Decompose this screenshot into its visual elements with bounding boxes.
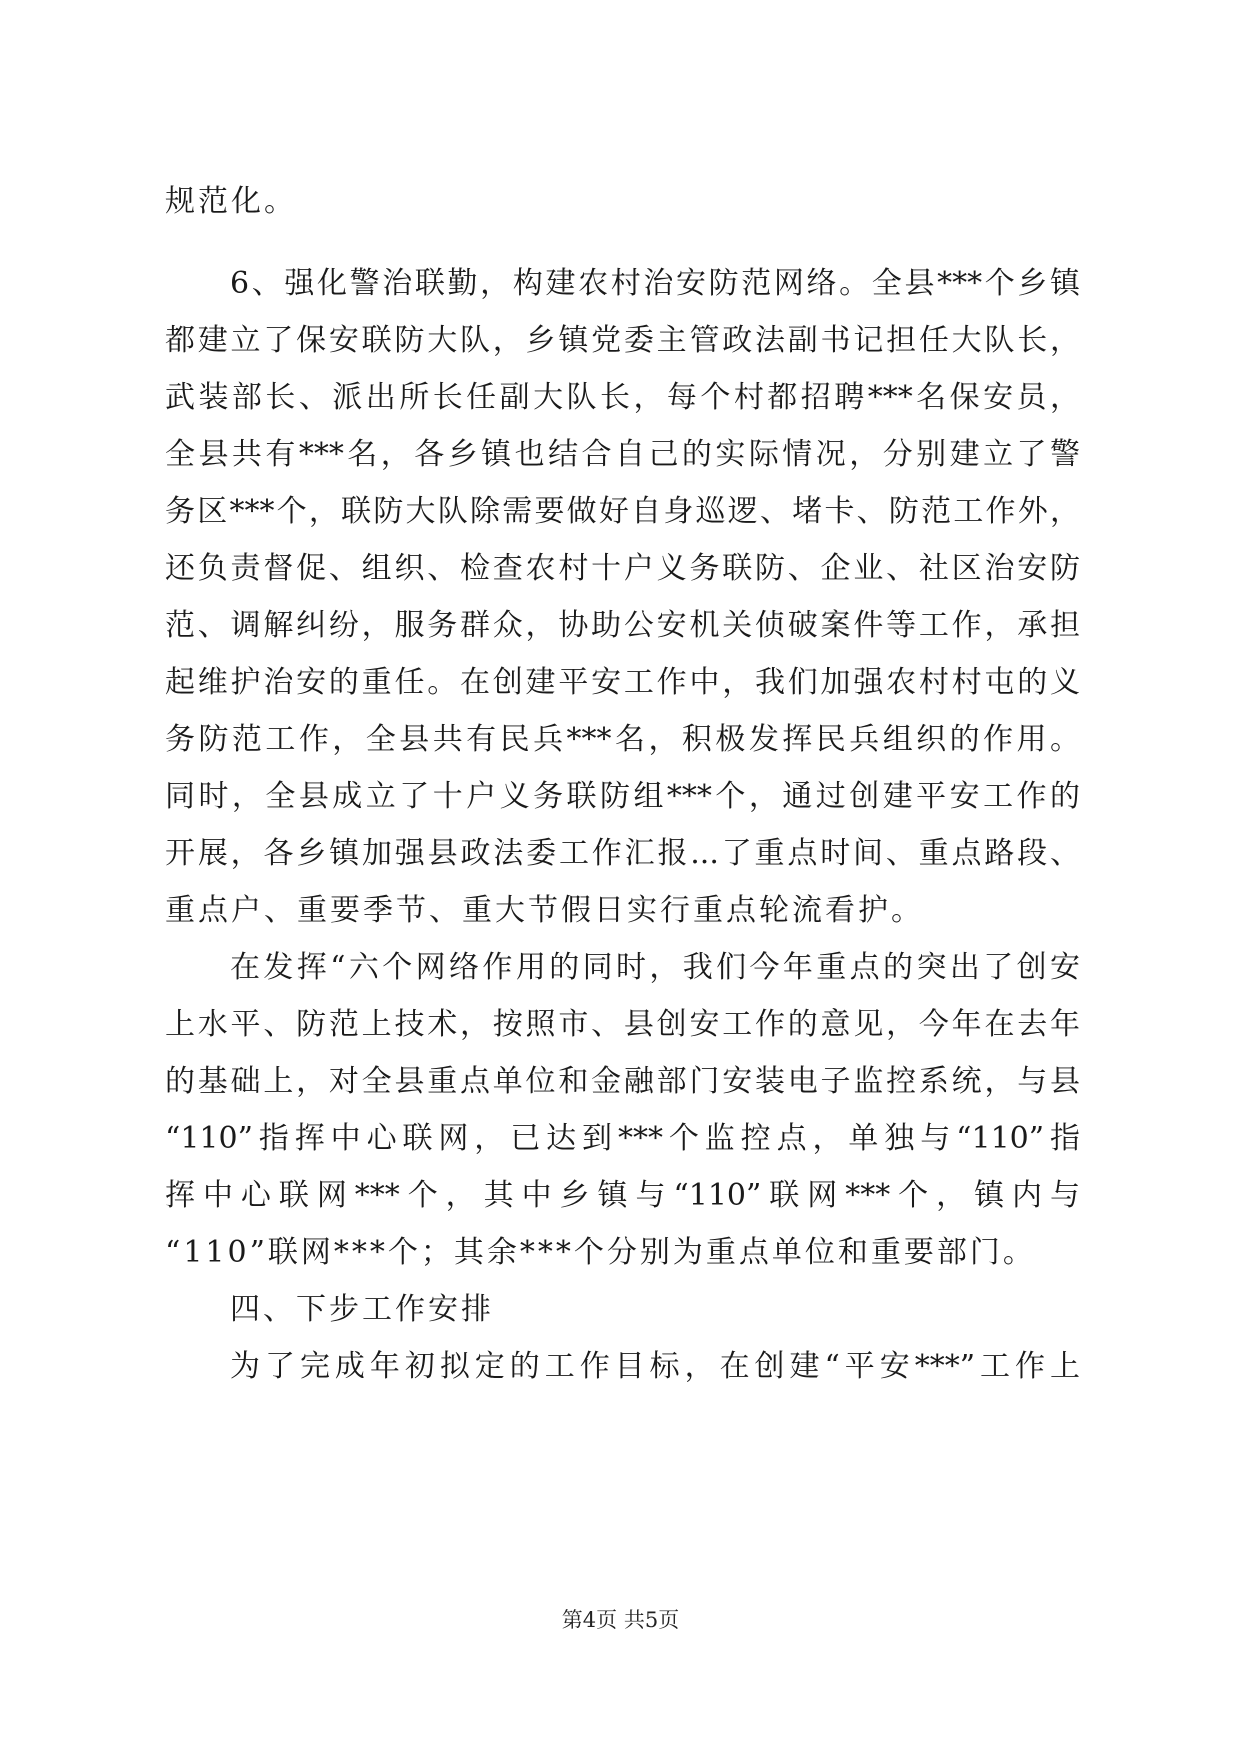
paragraph-line: 重点户、重要季节、重大节假日实行重点轮流看护。 — [165, 893, 924, 928]
paragraph-line: 还负责督促、组织、检查农村十户义务联防、企业、社区治安防 — [165, 551, 1080, 586]
paragraph-line: 全县共有***名，各乡镇也结合自己的实际情况，分别建立了警 — [165, 437, 1080, 472]
section-heading: 四、下步工作安排 — [230, 1292, 494, 1327]
paragraph-line: 起维护治安的重任。在创建平安工作中，我们加强农村村屯的义 — [165, 665, 1080, 700]
paragraph-line: 规范化。 — [165, 184, 297, 219]
paragraph-line: 务防范工作，全县共有民兵***名，积极发挥民兵组织的作用。 — [165, 722, 1080, 757]
paragraph-line: “110”指挥中心联网，已达到***个监控点，单独与“110”指 — [165, 1121, 1080, 1156]
paragraph-line: 在发挥“六个网络作用的同时，我们今年重点的突出了创安 — [230, 950, 1080, 985]
paragraph-line: 同时，全县成立了十户义务联防组***个，通过创建平安工作的 — [165, 779, 1080, 814]
paragraph-line: 都建立了保安联防大队，乡镇党委主管政法副书记担任大队长， — [165, 323, 1080, 358]
paragraph-line: 的基础上，对全县重点单位和金融部门安装电子监控系统，与县 — [165, 1064, 1080, 1099]
paragraph-line: “110”联网***个；其余***个分别为重点单位和重要部门。 — [165, 1235, 1036, 1270]
paragraph-line: 为了完成年初拟定的工作目标，在创建“平安***”工作上 — [230, 1349, 1080, 1384]
paragraph-line: 上水平、防范上技术，按照市、县创安工作的意见，今年在去年 — [165, 1007, 1080, 1042]
paragraph-line: 6、强化警治联勤，构建农村治安防范网络。全县***个乡镇 — [230, 266, 1080, 301]
paragraph-line: 武装部长、派出所长任副大队长，每个村都招聘***名保安员， — [165, 380, 1080, 415]
paragraph-line: 挥中心联网***个，其中乡镇与“110”联网***个，镇内与 — [165, 1178, 1080, 1213]
page-footer: 第4页 共5页 — [561, 1608, 680, 1632]
paragraph-line: 范、调解纠纷，服务群众，协助公安机关侦破案件等工作，承担 — [165, 608, 1080, 643]
paragraph-line: 开展，各乡镇加强县政法委工作汇报...了重点时间、重点路段、 — [165, 836, 1080, 871]
paragraph-line: 务区***个，联防大队除需要做好自身巡逻、堵卡、防范工作外， — [165, 494, 1080, 529]
